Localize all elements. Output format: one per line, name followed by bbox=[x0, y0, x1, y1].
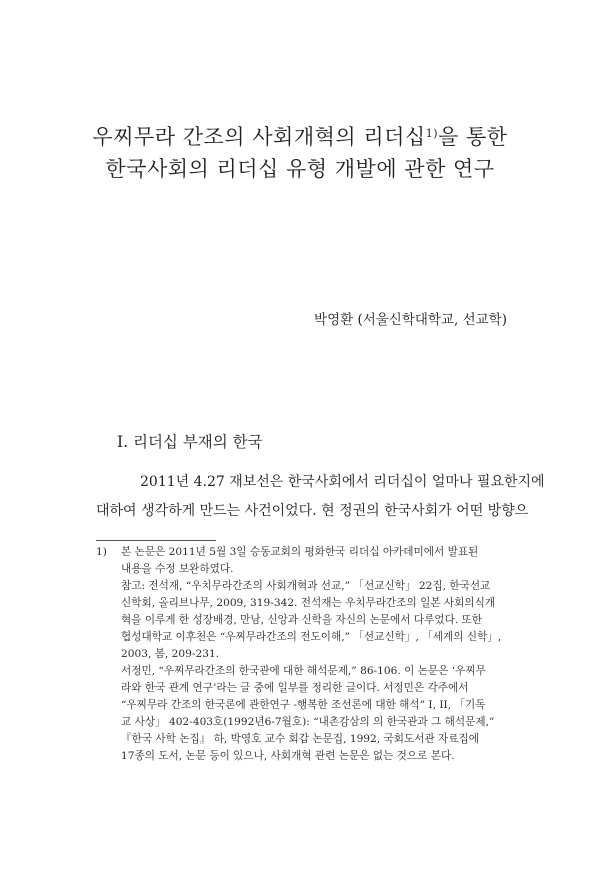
footnote-text: 본 논문은 2011년 5월 3일 승동교회의 평화한국 리더십 아카데미에서 발표된 bbox=[121, 546, 479, 558]
paper-title-line-2: 한국사회의 리더십 유형 개발에 관한 연구 bbox=[105, 157, 495, 181]
footnote-line: 『한국 사학 논집』 하, 박영호 교수 회갑 논문집, 1992, 국회도서관 자료집에 bbox=[121, 733, 479, 745]
title-text: 우찌무라 간조의 사회개혁의 리더십 bbox=[92, 125, 426, 149]
footnote-line: 혁을 이루게 한 성장배경, 만남, 신앙과 신학을 자신의 논문에서 다루었다. 또한 bbox=[121, 614, 483, 626]
footnote-line: 라와 한국 관계 연구’라는 글 중에 일부를 정리한 글이다. 서정민은 각주에서 bbox=[121, 682, 469, 694]
author-affiliation: 박영환 (서울신학대학교, 선교학) bbox=[314, 312, 507, 328]
footnote-line: “우찌무라 간조의 한국론에 관한연구 -행복한 조선론에 대한 해석” I, II, 「기독 bbox=[121, 699, 486, 711]
footnote bbox=[96, 544, 516, 765]
section-heading: I. 리더십 부재의 한국 bbox=[117, 433, 263, 451]
footnote-line: 협성대학교 이후천은 “우찌무라간조의 전도이해,” 「선교신학」, 「세계의 신학」, bbox=[121, 631, 502, 643]
footnote-line: 교 사상」 402-403호(1992년6-7월호): “내촌감삼의 의 한국관과 그 해석문제,” bbox=[121, 716, 495, 728]
footnote-reference: 1) bbox=[425, 127, 439, 140]
footnote-line: 서정민, “우찌무라간조의 한국관에 대한 해석문제,” 86-106. 이 논문은 ‘우찌무 bbox=[121, 665, 486, 677]
footnote-line: 17종의 도서, 논문 등이 있으나, 사회개혁 관련 논문은 없는 것으로 본다. bbox=[121, 750, 455, 762]
footnote-line: 참고: 전석재, “우치무라간조의 사회개혁과 선교,” 「선교신학」 22집, 한국선교 bbox=[121, 580, 491, 592]
footnote-line: 2003, 봄, 209-231. bbox=[121, 648, 220, 660]
footnote-line: 신학회, 올리브나무, 2009, 319-342. 전석재는 우치무라간조의 일본 사회의식개 bbox=[121, 597, 496, 609]
footnote-line bbox=[96, 544, 516, 561]
footnote-marker: 1) bbox=[96, 546, 107, 558]
footnote-line: 내용을 수정 보완하였다. bbox=[121, 563, 234, 575]
body-text-line: 대하여 생각하게 만드는 사건이었다. 현 정권의 한국사회가 어떤 방향으 bbox=[96, 503, 529, 519]
paper-title-line-1 bbox=[0, 121, 600, 151]
title-text-tail: 을 통한 bbox=[438, 125, 508, 149]
body-text-line: 2011년 4.27 재보선은 한국사회에서 리더십이 얼마나 필요한지에 bbox=[140, 474, 545, 490]
footnote-separator bbox=[96, 540, 216, 541]
